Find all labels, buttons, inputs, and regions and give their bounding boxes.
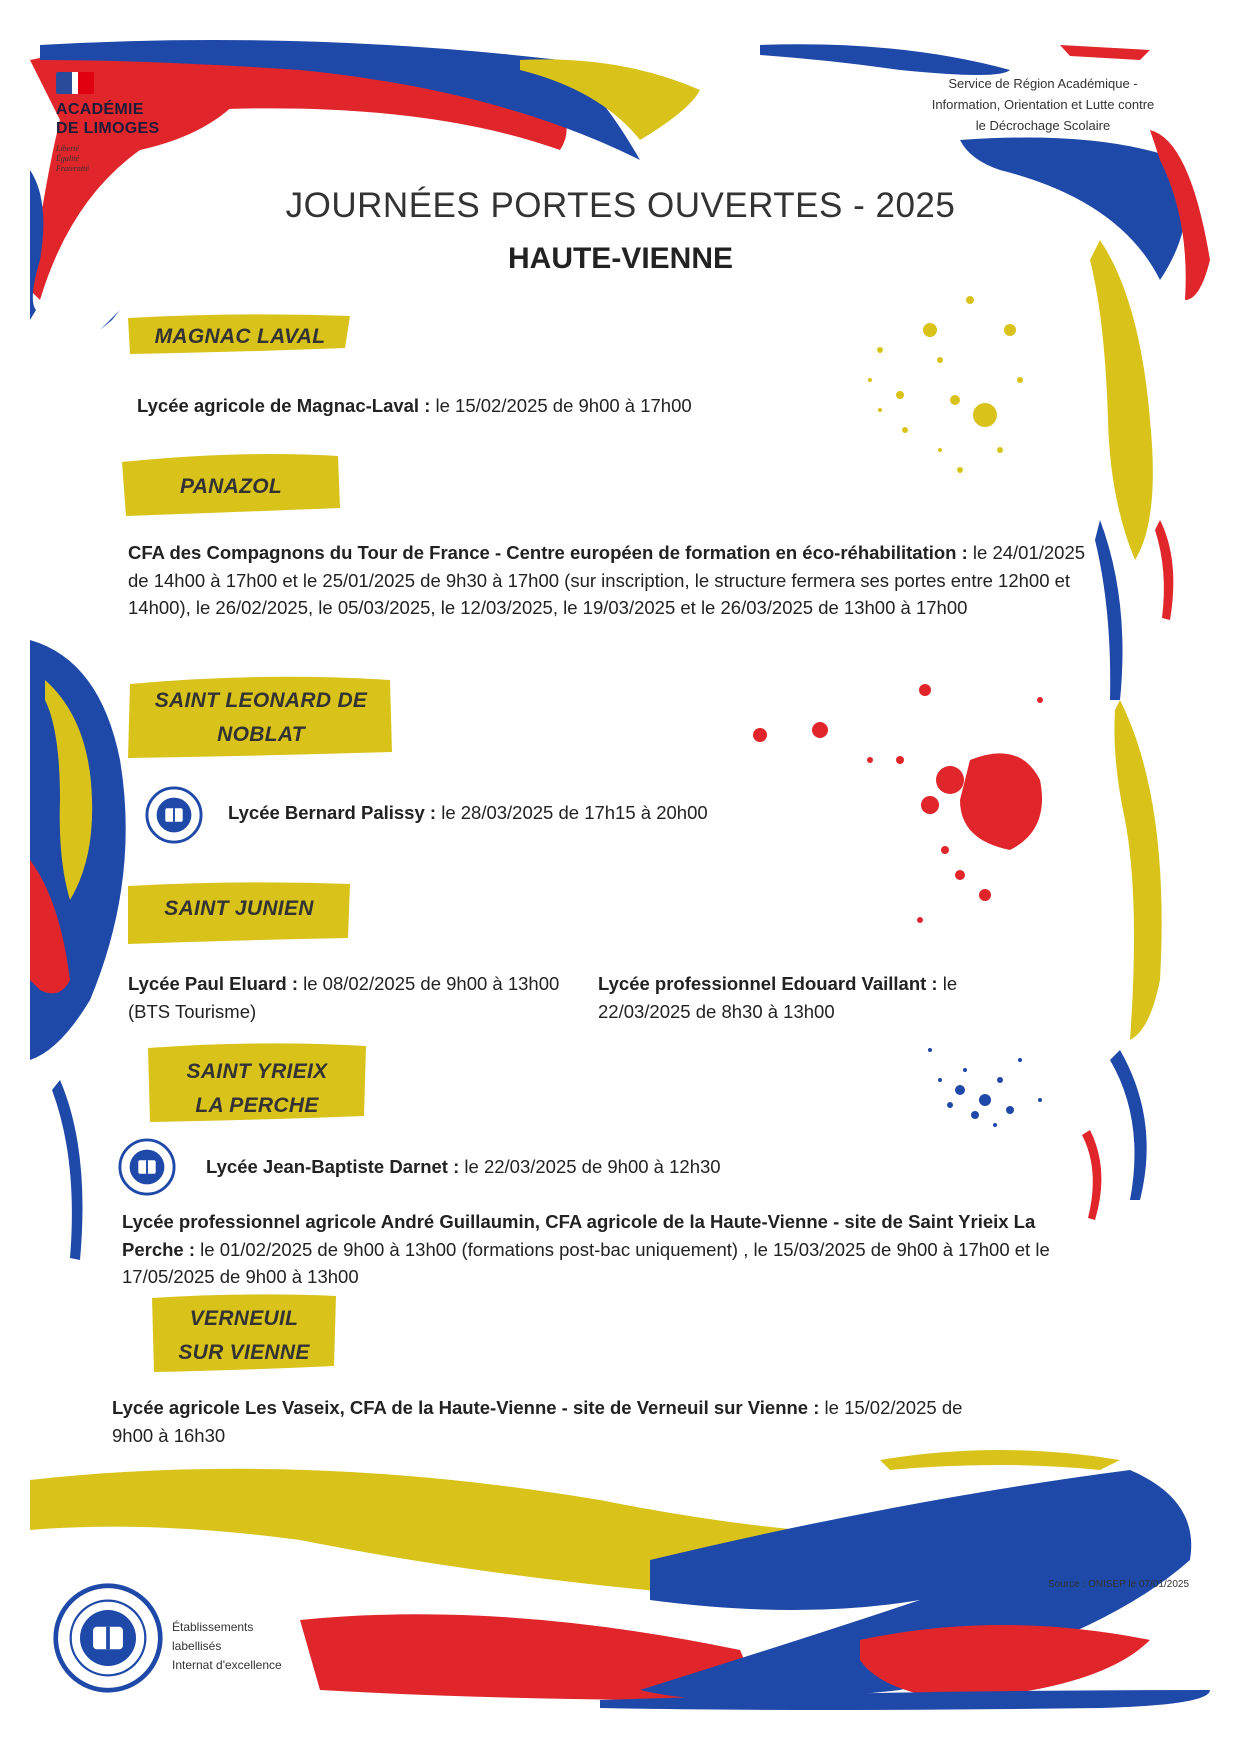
page-subtitle: HAUTE-VIENNE bbox=[507, 242, 733, 275]
open-day-dates: le 15/02/2025 de 9h00 à 16h30 bbox=[112, 1397, 963, 1446]
establishment-name: CFA des Compagnons du Tour de France - Centre européen de formation en éco-réhabilitation : bbox=[128, 542, 968, 563]
town-label-verneuil-sur-vienne bbox=[152, 1298, 336, 1372]
establishment-name: Lycée professionnel Edouard Vaillant : bbox=[598, 973, 938, 994]
yellow-splatter bbox=[868, 296, 1023, 473]
town-label-saint-leonard-de-noblat bbox=[130, 678, 392, 758]
paint-stroke-blue bbox=[760, 44, 1010, 75]
paint-stroke-blue bbox=[100, 310, 120, 330]
establishment-name: Lycée Paul Eluard : bbox=[128, 973, 298, 994]
town-label-panazol bbox=[122, 460, 340, 516]
paint-stroke-yellow bbox=[1090, 240, 1153, 560]
paint-stroke-blue bbox=[1110, 1050, 1147, 1200]
town-label-saint-junien bbox=[128, 886, 350, 944]
service-line: le Décrochage Scolaire bbox=[975, 118, 1111, 133]
egalite-des-chances-badge-icon bbox=[118, 1138, 176, 1196]
motto-line: Égalité bbox=[56, 154, 80, 163]
legend-line: Internat d'excellence bbox=[172, 1658, 282, 1672]
town-name-line1: SAINT YRIEIX bbox=[186, 1060, 328, 1083]
town-name: PANAZOL bbox=[179, 475, 283, 498]
establishment-name: Lycée professionnel agricole André Guillaumin, CFA agricole de la Haute-Vienne - site de Saint Yrieix La Perche : bbox=[122, 1211, 1036, 1260]
legend-line: labellisés bbox=[172, 1639, 222, 1653]
egalite-des-chances-large-badge-icon bbox=[52, 1582, 164, 1694]
entry-lycee-bernard-palissy bbox=[228, 799, 928, 827]
establishment-name: Lycée Jean-Baptiste Darnet : bbox=[206, 1156, 460, 1177]
paint-stroke-red bbox=[1155, 520, 1173, 620]
service-label bbox=[893, 73, 1193, 136]
establishment-name: Lycée agricole de Magnac-Laval : bbox=[137, 395, 431, 416]
paint-stroke-red bbox=[1082, 1130, 1101, 1220]
service-line: Service de Région Académique - bbox=[948, 76, 1138, 91]
town-name-line2: NOBLAT bbox=[217, 723, 305, 746]
town-name-line2: LA PERCHE bbox=[195, 1094, 319, 1117]
paint-stroke-red bbox=[1060, 45, 1150, 60]
source-note: Source : ONISEP le 07/01/2025 bbox=[1047, 1579, 1189, 1590]
page-title: JOURNÉES PORTES OUVERTES - 2025 bbox=[285, 186, 956, 225]
paint-stroke-blue bbox=[1095, 520, 1123, 700]
entry-lycee-agricole-les-vaseix bbox=[112, 1394, 992, 1449]
academy-logo bbox=[56, 72, 196, 174]
town-label-saint-yrieix-la-perche bbox=[148, 1048, 366, 1122]
legend-text bbox=[172, 1618, 282, 1675]
academy-name-line1: ACADÉMIE bbox=[56, 101, 144, 118]
service-line: Information, Orientation et Lutte contre bbox=[931, 97, 1155, 112]
establishment-name: Lycée agricole Les Vaseix, CFA de la Haute-Vienne - site de Verneuil sur Vienne : bbox=[112, 1397, 820, 1418]
paint-stroke-yellow bbox=[880, 1450, 1120, 1470]
open-day-dates: le 24/01/2025 de 14h00 à 17h00 et le 25/01/2025 de 9h30 à 17h00 (sur inscription, le structure fermera ses portes entre 12h00 et 14h00), le 26/02/2025, le 05/03/2025, le 12/03/2025, le 19/03/2025 et le 26/03/2025 de 13h00 à 17h00 bbox=[128, 542, 1086, 618]
motto-line: Liberté bbox=[56, 144, 80, 153]
egalite-des-chances-badge-icon bbox=[145, 786, 203, 844]
entry-lycee-paul-eluard bbox=[128, 970, 568, 1025]
legend-line: Établissements bbox=[172, 1620, 254, 1634]
open-day-dates: le 01/02/2025 de 9h00 à 13h00 (formations post-bac uniquement) , le 15/03/2025 de 9h00 à 17h00 et le 17/05/2025 de 9h00 à 13h00 bbox=[122, 1238, 1050, 1287]
paint-stroke-red bbox=[860, 1625, 1150, 1700]
establishment-name: Lycée Bernard Palissy : bbox=[228, 802, 437, 823]
academy-name-line2: DE LIMOGES bbox=[56, 120, 160, 137]
paint-stroke-yellow bbox=[1114, 700, 1161, 1040]
entry-lycee-jean-baptiste-darnet bbox=[206, 1153, 906, 1181]
entry-lycee-andre-guillaumin bbox=[122, 1208, 1062, 1291]
town-name: MAGNAC LAVAL bbox=[154, 325, 326, 348]
town-name-line1: SAINT LEONARD DE bbox=[154, 689, 368, 712]
town-label-magnac-laval bbox=[128, 318, 352, 356]
entry-magnac-laval bbox=[137, 392, 1037, 420]
open-day-dates: le 28/03/2025 de 17h15 à 20h00 bbox=[436, 802, 708, 823]
blue-splatter bbox=[928, 1048, 1042, 1127]
motto-line: Fraternité bbox=[56, 164, 89, 173]
town-name-line1: VERNEUIL bbox=[189, 1307, 299, 1330]
open-day-dates: le 22/03/2025 de 8h30 à 13h00 bbox=[598, 973, 958, 1022]
paint-stroke-blue bbox=[52, 1080, 83, 1260]
open-day-dates: le 08/02/2025 de 9h00 à 13h00 (BTS Tourisme) bbox=[128, 973, 560, 1022]
entry-panazol bbox=[128, 539, 1088, 622]
entry-lycee-edouard-vaillant bbox=[598, 970, 1048, 1025]
open-day-dates: le 22/03/2025 de 9h00 à 12h30 bbox=[459, 1156, 721, 1177]
open-day-dates: le 15/02/2025 de 9h00 à 17h00 bbox=[430, 395, 692, 416]
town-name: SAINT JUNIEN bbox=[164, 897, 314, 920]
town-name-line2: SUR VIENNE bbox=[178, 1341, 310, 1364]
marianne-flag-icon bbox=[56, 72, 100, 94]
